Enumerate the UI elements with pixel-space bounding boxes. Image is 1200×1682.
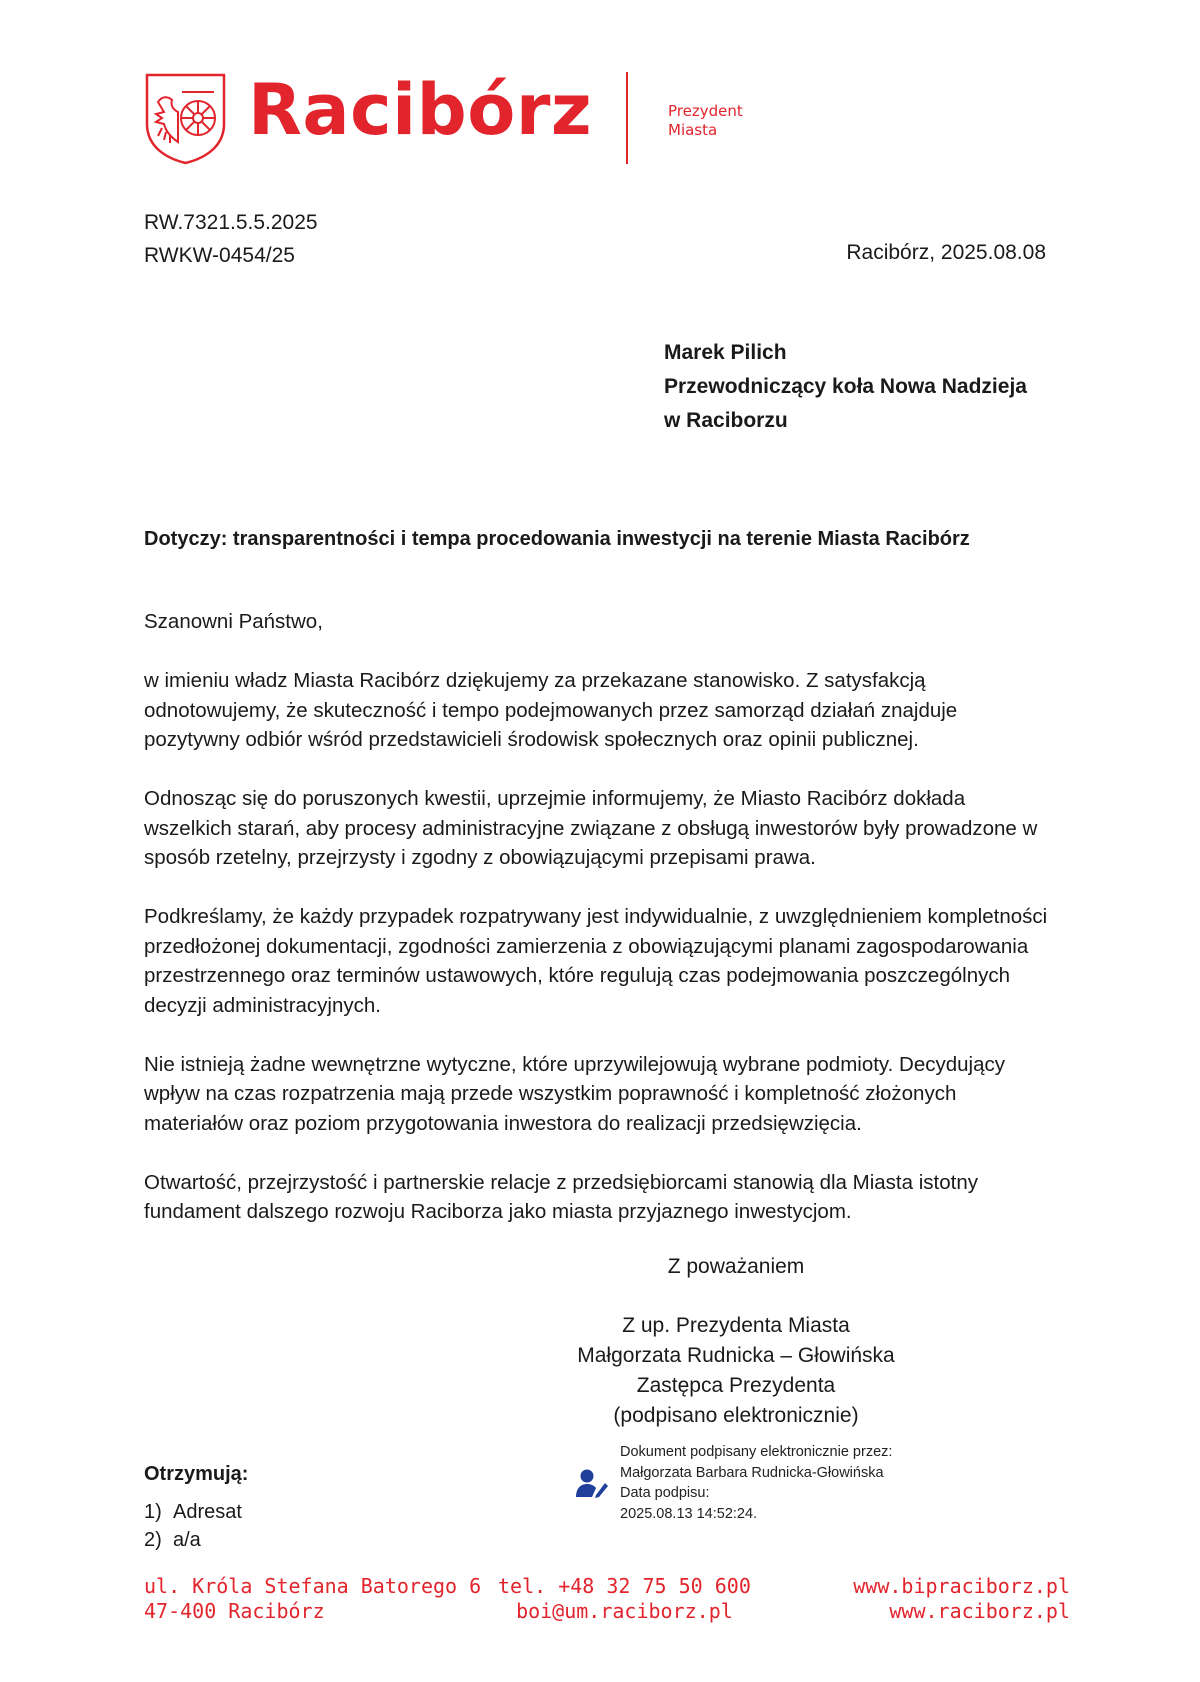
footer-email: boi@um.raciborz.pl	[516, 1599, 733, 1623]
signatory-title: Zastępca Prezydenta	[636, 1374, 836, 1397]
recipients-title: Otrzymują:	[144, 1463, 249, 1485]
signature-note: (podpisano elektronicznie)	[613, 1404, 859, 1427]
place-date: Racibórz, 2025.08.08	[846, 241, 1046, 264]
body-paragraph: w imieniu władz Miasta Racibórz dziękujemy za przekazane stanowisko. Z satysfakcją odnotowujemy, że skuteczność i tempo podejmowanych przez samorząd działań znajduje pozytywny odbiór wśród przedstawicieli środowisk społecznych oraz opinii publicznej.	[144, 669, 958, 751]
reference-number-1: RW.7321.5.5.2025	[144, 211, 318, 234]
signature-block	[535, 1311, 937, 1431]
footer-contact	[498, 1574, 751, 1624]
office-line-2: Miasta	[668, 121, 718, 139]
signer-icon	[575, 1468, 609, 1498]
footer-bip-link: www.bipraciborz.pl	[853, 1574, 1070, 1598]
signature-line-1: Z up. Prezydenta Miasta	[622, 1314, 850, 1337]
body-paragraph: Podkreślamy, że każdy przypadek rozpatrywany jest indywidualnie, z uwzględnieniem kompletności przedłożonej dokumentacji, zgodności zamierzenia z obowiązującymi planami zagospodarowania przestrzennego oraz terminów ustawowych, które regulują czas podejmowania poszczególnych decyzji administracyjnych.	[144, 905, 1048, 1017]
recipients-list	[144, 1498, 242, 1554]
recipient-role: Przewodniczący koła Nowa Nadzieja	[664, 375, 1027, 398]
esign-date-label: Data podpisu:	[620, 1485, 710, 1501]
recipient-place: w Raciborzu	[664, 409, 788, 432]
body-paragraph: Odnosząc się do poruszonych kwestii, uprzejmie informujemy, że Miasto Racibórz dokłada wszelkich starań, aby procesy administracyjne związane z obsługą inwestorów były prowadzone w sposób rzetelny, przejrzysty i zgodny z obowiązującymi przepisami prawa.	[144, 787, 1038, 869]
esign-line-1: Dokument podpisany elektronicznie przez:	[620, 1444, 893, 1460]
list-item: 2) a/a	[144, 1529, 201, 1551]
footer-city: 47-400 Racibórz	[144, 1599, 325, 1623]
letter-subject: Dotyczy: transparentności i tempa procedowania inwestycji na terenie Miasta Racibórz	[144, 528, 970, 550]
closing-phrase: Z poważaniem	[667, 1255, 805, 1278]
esign-signer: Małgorzata Barbara Rudnicka-Głowińska	[620, 1464, 884, 1481]
reference-number-2: RWKW-0454/25	[144, 244, 295, 267]
office-line-1: Prezydent	[668, 102, 743, 120]
header-divider	[626, 72, 628, 164]
office-label	[668, 102, 743, 140]
footer-website-link: www.raciborz.pl	[889, 1599, 1070, 1623]
reference-numbers	[144, 206, 318, 272]
body-paragraph: Nie istnieją żadne wewnętrzne wytyczne, które uprzywilejowują wybrane podmioty. Decydujący wpływ na czas rozpatrzenia mają przede wszystkim poprawność i kompletność złożonych materiałów oraz poziom przygotowania inwestora do realizacji przedsięwzięcia.	[144, 1052, 1006, 1135]
electronic-signature-info	[620, 1442, 892, 1524]
footer-address	[144, 1574, 481, 1624]
signatory-name: Małgorzata Rudnicka – Głowińska	[577, 1344, 895, 1367]
footer-websites	[853, 1574, 1070, 1624]
letter-body	[144, 607, 1056, 1256]
footer-phone: tel. +48 32 75 50 600	[498, 1574, 751, 1598]
recipient-name: Marek Pilich	[664, 341, 787, 364]
footer-street: ul. Króla Stefana Batorego 6	[144, 1574, 482, 1598]
list-item: 1) Adresat	[144, 1501, 242, 1523]
salutation: Szanowni Państwo,	[144, 610, 323, 633]
brand-name: Racibórz	[248, 69, 593, 151]
body-paragraph: Otwartość, przejrzystość i partnerskie relacje z przedsiębiorcami stanowią dla Miasta istotny fundament dalszego rozwoju Raciborza jako miasta przyjaznego inwestycjom.	[144, 1170, 978, 1223]
esign-date: 2025.08.13 14:52:24.	[620, 1505, 758, 1522]
city-crest-icon	[144, 72, 227, 165]
recipient-address	[664, 336, 1027, 438]
